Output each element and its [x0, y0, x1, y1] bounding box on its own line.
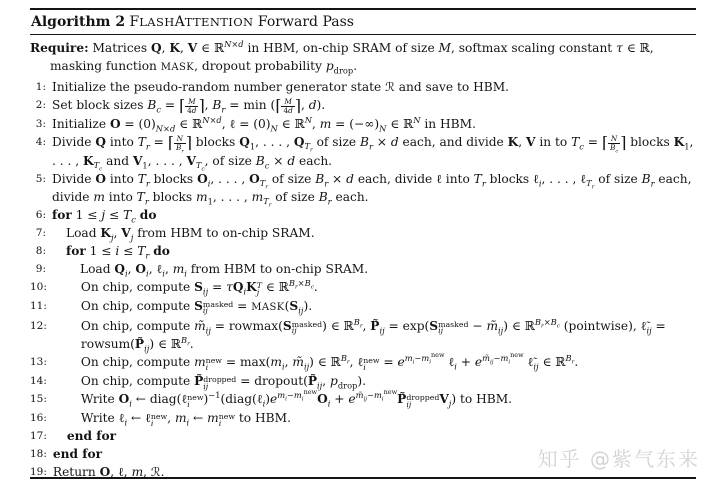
line-number: 19: — [30, 466, 47, 479]
algo-line-6 — [30, 206, 696, 224]
algorithm-header — [30, 10, 696, 34]
line-number: 1: — [35, 81, 46, 93]
line-content: On chip, compute $S_{ij} = \tau Q_iK$ T j ∈ ℝ$^{B_r\times B_c}$. — [80, 278, 318, 297]
line-number: 15: — [30, 393, 47, 406]
line-number: 11: — [30, 299, 47, 312]
algo-line-12 — [30, 317, 696, 354]
algorithm-label: Algorithm 2 — [31, 14, 126, 30]
line-content: Return O, ℓ, m, ℛ. — [52, 465, 165, 480]
algo-line-5 — [30, 170, 696, 210]
line-number: 10: — [30, 281, 47, 294]
algo-line-11 — [30, 297, 696, 317]
line-number: 2: — [35, 99, 46, 111]
algo-line-15 — [30, 390, 696, 409]
line-content: On chip, compute $m̃_{ij} = rowmax(S$ masked ij ) ∈ ℝ$^{B_r}$, $P̃_{ij} = \exp(S$ masked ij − $m̃_{ij}$) ∈ ℝ$^{B_r\times B_c}$ (pointwise), $\ell̃_{ij}$ = $rowsum(P̃_{ij})$ ∈ ℝ$^{B_r}$. — [80, 316, 666, 354]
algorithm-box — [30, 8, 696, 481]
algorithm-body — [30, 35, 696, 481]
line-content: Set block sizes $B_c$ = ⌈ $\frac{M}{4d}$ ⌉, $B_r = \min$ (⌈ $\frac{M}{4d}$ ⌉, d). — [52, 95, 326, 116]
algo-line-14 — [30, 372, 696, 391]
line-content: end for — [66, 429, 117, 444]
line-number: 8: — [35, 245, 46, 258]
line-number: 5: — [35, 172, 46, 185]
line-number: 9: — [35, 263, 46, 276]
algo-line-9 — [30, 260, 696, 278]
zhihu-watermark: 知乎 @紫气东来 — [537, 447, 700, 471]
bottom-rule — [30, 477, 696, 479]
algo-line-3 — [30, 115, 696, 133]
line-content: Load $K_j$, $V_j$ from HBM to on-chip SRAM. — [66, 226, 315, 243]
line-number: 16: — [30, 411, 47, 424]
line-content: On chip, compute m new i = $\max(m_i$, $m̃_{ij}$) ∈ ℝ$^{B_r}$, ℓ new i = $e^{m_i-m_i^{new}}$ ℓ$_i$ + $e^{m̃_{ij}-m_i^{new}}$ $\ell̃_{ij}$ ∈ ℝ$^{B_r}$. — [80, 351, 579, 373]
line-content: end for — [52, 447, 103, 462]
line-number: 4: — [35, 135, 46, 148]
line-number: 17: — [30, 430, 47, 443]
algo-line-1 — [30, 78, 696, 96]
line-number: 3: — [35, 117, 46, 130]
line-content: Load $Q_i$, $O_i$, ℓ$_i$, $m_i$ from HBM to on-chip SRAM. — [80, 262, 369, 279]
line-content: for $1 \le i \le T_r$ do — [66, 244, 170, 261]
line-content: On chip, compute S masked ij = $MASK(S_{ij})$. — [80, 298, 313, 316]
algo-line-10 — [30, 278, 696, 297]
algo-line-13 — [30, 353, 696, 372]
line-number: 12: — [30, 319, 47, 332]
line-content: On chip, compute P̃ dropped ij = $dropout(P̃_{ij}$, $p_{drop}$). — [80, 373, 366, 391]
algo-line-2 — [30, 96, 696, 115]
line-number: 18: — [30, 448, 47, 461]
line-number: 13: — [30, 356, 47, 369]
line-number: 7: — [35, 227, 46, 240]
require-statement: Require: Matrices Q, K, V ∈ ℝ$^{N\times d}$ in HBM, on-chip SRAM of size M, softmax scaling constant τ ∈ ℝ, masking function MASK, dropout probability $p_{drop}$. — [30, 38, 654, 76]
algo-line-16 — [30, 409, 696, 428]
algo-line-7 — [30, 224, 696, 242]
line-content: Write $O_i$ ← diag(ℓ new i )$^{-1}(diag(\ell_i)e^{m_i-m_i^{new}}O_i$ + $e^{m̃_{ij}-m_i^{new}}P̃$ dropped ij $V_j$) to HBM. — [80, 388, 513, 410]
line-content: Divide O into $T_r$ blocks $O_i$, . . . , $O_{T_r}$ of size $B_r \times d$ each, divide ℓ into $T_r$ blocks ℓ$_i$, . . . , ℓ$_{T_r}$ of size $B_r$ each, divide m into $T_r$ blocks $m_1$, . . . , $m_{T_r}$ of size $B_r$ each. — [52, 171, 692, 210]
line-number: 14: — [30, 374, 47, 387]
line-content: Divide Q into $T_r$ = ⌈ $\frac{N}{B_r}$ ⌉ blocks $Q_1$, . . . , $Q_{T_r}$ of size $B_r \times d$ each, and divide K, V in to $T_c$ = ⌈ $\frac{N}{B_c}$ ⌉ blocks $K_1$, . . . , $K_{T_c}$ and $V_1$, . . . , $V_{T_c}$, of size $B_c \times d$ each. — [52, 132, 694, 173]
line-content: Write ℓ$_i$ ← ℓ new i , $m_i$ ← m new i to HBM. — [80, 410, 291, 428]
line-content: Initialize the pseudo-random number generator state ℛ and save to HBM. — [52, 80, 510, 94]
line-content: for $1 \le j \le T_c$ do — [52, 208, 157, 225]
line-number: 6: — [35, 209, 46, 222]
algorithm-title: FLASHATTENTION Forward Pass — [129, 14, 354, 30]
algo-line-8 — [30, 242, 696, 260]
line-content: Initialize $O = (0)_{N\times d}$ ∈ ℝ$^{N\times d}$, ℓ = $(0)_N$ ∈ ℝ$^N$, $m = (-\infty)_N$ ∈ ℝ$^N$ in HBM. — [52, 114, 476, 134]
algo-line-4 — [30, 132, 696, 173]
